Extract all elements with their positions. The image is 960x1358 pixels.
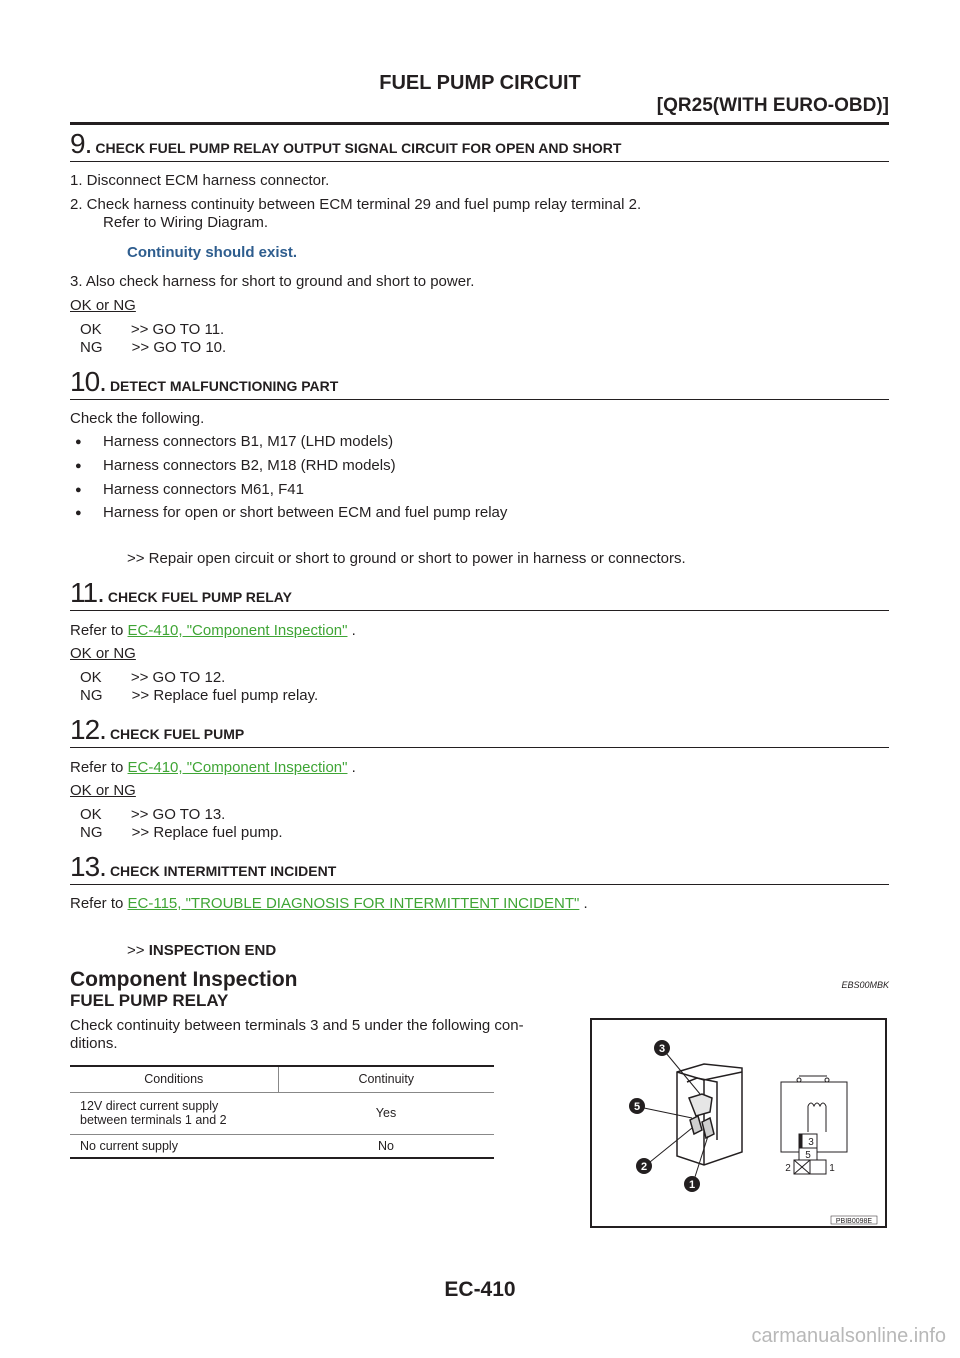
step-9-okng: OK or NG xyxy=(70,297,136,314)
step-13-heading xyxy=(70,851,336,883)
relay-illustration xyxy=(592,1020,885,1226)
header-rule xyxy=(70,122,889,125)
svg-text:3: 3 xyxy=(658,1043,666,1055)
callout-1 xyxy=(684,1176,700,1192)
relay-schematic xyxy=(781,1076,847,1174)
page-header-model: [QR25(WITH EURO-OBD)] xyxy=(656,95,889,116)
step-9-ng: NG >> GO TO 10. xyxy=(80,339,227,356)
step-9-number: 9. xyxy=(70,128,92,159)
component-inspection-code: EBS00MBK xyxy=(841,980,889,990)
step-13-rule xyxy=(70,884,889,885)
callout-3 xyxy=(654,1040,670,1056)
step-12-number: 12. xyxy=(70,714,106,745)
step-10-bullet-1: ● Harness connectors B1, M17 (LHD models) xyxy=(103,433,393,450)
step-12-refer-label: Refer to xyxy=(70,759,124,776)
callout-5 xyxy=(629,1098,645,1114)
step-10-intro: Check the following. xyxy=(70,410,205,427)
step-9-note: Continuity should exist. xyxy=(127,244,298,261)
relay-body xyxy=(677,1064,742,1165)
step-11-number: 11. xyxy=(70,577,104,608)
step-11-refer xyxy=(70,622,356,639)
step-11-title: CHECK FUEL PUMP RELAY xyxy=(107,589,292,605)
step-12-rule xyxy=(70,747,889,748)
step-11-ng: NG >> Replace fuel pump relay. xyxy=(80,687,319,704)
schematic-terminal-3: 3 xyxy=(808,1137,814,1148)
table-cell-continuity: Yes xyxy=(278,1092,494,1134)
step-9-rule xyxy=(70,161,889,162)
step-12-link[interactable]: EC-410, "Component Inspection" xyxy=(127,759,348,776)
step-13-refer xyxy=(70,895,588,912)
fuel-pump-relay-subtitle: FUEL PUMP RELAY xyxy=(70,991,229,1010)
step-12-ok: OK >> GO TO 13. xyxy=(80,806,226,823)
step-13-end-prefix: >> xyxy=(127,942,145,959)
step-10-heading xyxy=(70,366,338,398)
step-12-refer xyxy=(70,759,356,776)
step-11-heading xyxy=(70,577,292,609)
step-11-link[interactable]: EC-410, "Component Inspection" xyxy=(127,622,348,639)
step-9-item-3: 3. Also check harness for short to ground and short to power. xyxy=(70,273,475,290)
step-13-end-text: INSPECTION END xyxy=(148,942,277,959)
table-cell-condition: No current supply xyxy=(70,1134,278,1158)
table-cell-condition xyxy=(70,1092,278,1134)
continuity-table xyxy=(70,1065,494,1159)
step-9-heading xyxy=(70,128,621,160)
schematic-terminal-5: 5 xyxy=(805,1150,811,1161)
step-11-okng: OK or NG xyxy=(70,645,136,662)
step-13-link[interactable]: EC-115, "TROUBLE DIAGNOSIS FOR INTERMITTENT INCIDENT" xyxy=(127,895,580,912)
svg-text:5: 5 xyxy=(633,1101,641,1113)
step-10-bullet-3: ● Harness connectors M61, F41 xyxy=(103,481,304,498)
svg-text:2: 2 xyxy=(640,1161,648,1173)
step-11-ok: OK >> GO TO 12. xyxy=(80,669,226,686)
step-11-dot: . xyxy=(351,622,356,639)
step-11-rule xyxy=(70,610,889,611)
component-desc-line-1: Check continuity between terminals 3 and 5 under the following con- xyxy=(70,1017,524,1034)
schematic-terminal-2: 2 xyxy=(785,1163,791,1174)
step-12-heading xyxy=(70,714,244,746)
step-9-ok: OK >> GO TO 11. xyxy=(80,321,225,338)
component-desc-line-2: ditions. xyxy=(70,1035,118,1052)
step-11-refer-label: Refer to xyxy=(70,622,124,639)
step-13-end xyxy=(127,942,276,959)
watermark: carmanualsonline.info xyxy=(751,1325,946,1347)
table-row xyxy=(70,1092,494,1134)
table-row xyxy=(70,1134,494,1158)
step-12-title: CHECK FUEL PUMP xyxy=(109,726,245,742)
step-9-item-1: 1. Disconnect ECM harness connector. xyxy=(70,172,330,189)
step-10-bullet-4: ● Harness for open or short between ECM and fuel pump relay xyxy=(103,504,507,521)
component-inspection-title: Component Inspection xyxy=(70,968,298,991)
step-10-action: >> Repair open circuit or short to ground or short to power in harness or connectors. xyxy=(127,550,686,567)
step-12-okng: OK or NG xyxy=(70,782,136,799)
step-13-number: 13. xyxy=(70,851,106,882)
table-header-continuity: Continuity xyxy=(278,1066,494,1092)
step-10-bullet-2: ● Harness connectors B2, M18 (RHD models) xyxy=(103,457,396,474)
step-13-title: CHECK INTERMITTENT INCIDENT xyxy=(109,863,337,879)
step-10-number: 10. xyxy=(70,366,106,397)
page-header-title: FUEL PUMP CIRCUIT xyxy=(379,72,581,94)
step-12-dot: . xyxy=(351,759,356,776)
table-cell-condition-line-1: 12V direct current supply xyxy=(80,1099,219,1113)
table-header-conditions: Conditions xyxy=(70,1066,278,1092)
figure-code: PBIB0098E xyxy=(835,1218,873,1225)
schematic-terminal-1: 1 xyxy=(829,1163,835,1174)
callout-2 xyxy=(636,1158,652,1174)
step-9-item-2b: Refer to Wiring Diagram. xyxy=(103,214,269,231)
step-12-ng: NG >> Replace fuel pump. xyxy=(80,824,283,841)
relay-figure xyxy=(590,1018,887,1228)
table-cell-condition-line-2: between terminals 1 and 2 xyxy=(80,1113,227,1127)
step-9-title: CHECK FUEL PUMP RELAY OUTPUT SIGNAL CIRCUIT FOR OPEN AND SHORT xyxy=(95,140,622,156)
step-13-refer-label: Refer to xyxy=(70,895,124,912)
table-cell-continuity: No xyxy=(278,1134,494,1158)
step-13-dot: . xyxy=(583,895,588,912)
step-10-rule xyxy=(70,399,889,400)
step-9-item-2: 2. Check harness continuity between ECM terminal 29 and fuel pump relay terminal 2. xyxy=(70,196,642,213)
step-10-title: DETECT MALFUNCTIONING PART xyxy=(109,378,339,394)
svg-text:1: 1 xyxy=(688,1179,696,1191)
page-number: EC-410 xyxy=(444,1278,516,1301)
